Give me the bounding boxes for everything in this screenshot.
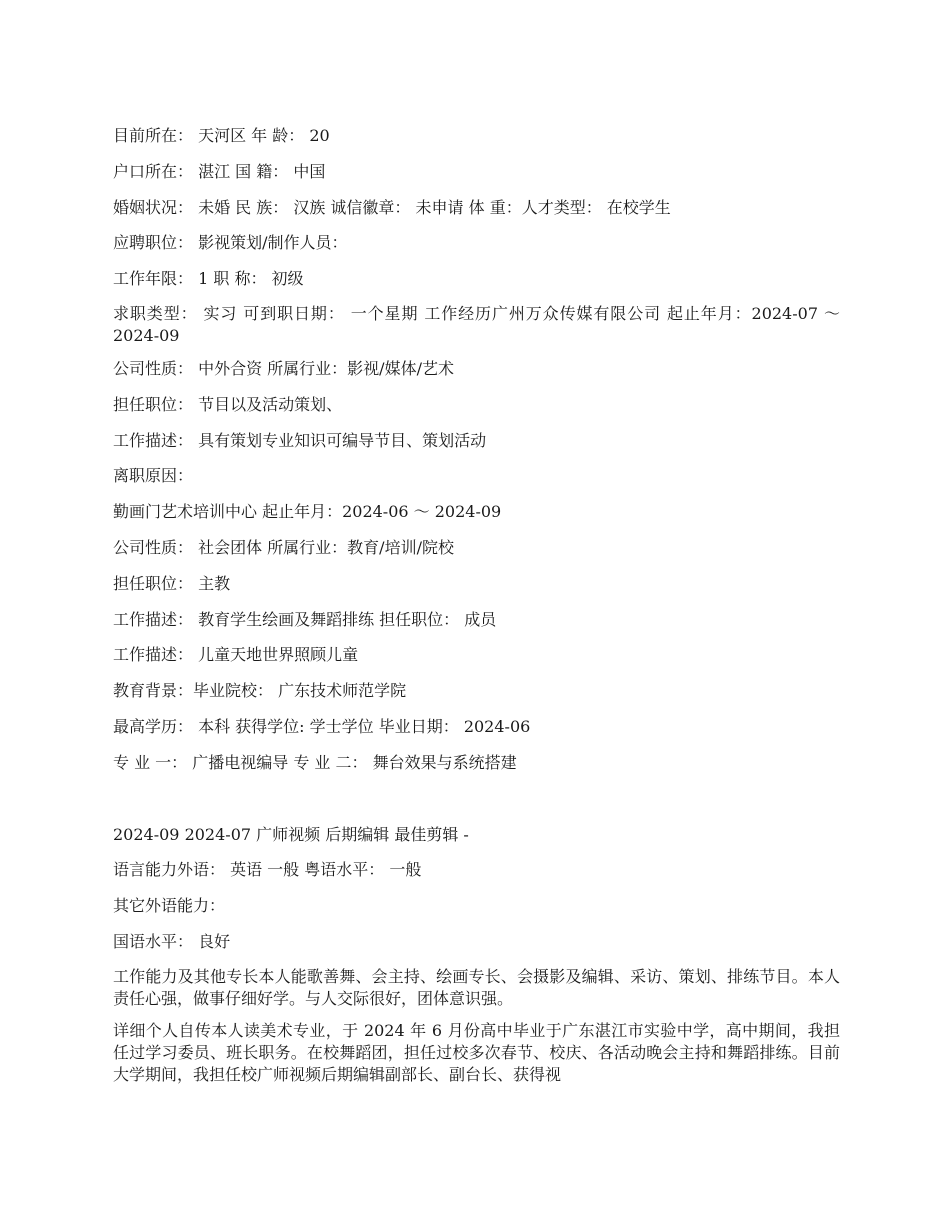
skills-paragraph: 工作能力及其他专长本人能歌善舞、会主持、绘画专长、会摄影及编辑、采访、策划、排练节目。本人责任心强，做事仔细好学。与人交际很好，团体意识强。 <box>113 966 840 1008</box>
highest-degree-line: 最高学历： 本科 获得学位: 学士学位 毕业日期： 2024-06 <box>113 716 531 736</box>
applied-position-line: 应聘职位： 影视策划/制作人员： <box>113 233 348 253</box>
company-nature-line-1: 公司性质： 中外合资 所属行业：影视/媒体/艺术 <box>113 358 454 378</box>
leave-reason-line: 离职原因： <box>113 466 194 486</box>
section-gap <box>113 787 840 823</box>
household-registration-line: 户口所在： 湛江 国 籍： 中国 <box>113 161 326 181</box>
other-language-line: 其它外语能力： <box>113 896 226 916</box>
work-years-line: 工作年限： 1 职 称： 初级 <box>113 269 304 289</box>
major-line: 专 业 一： 广播电视编导 专 业 二： 舞台效果与系统搭建 <box>113 752 517 772</box>
job-description-line-2: 工作描述： 教育学生绘画及舞蹈排练 担任职位： 成员 <box>113 609 497 629</box>
resume-document <box>113 124 840 1098</box>
mandarin-level-line: 国语水平： 良好 <box>113 931 231 951</box>
language-ability-line: 语言能力外语： 英语 一般 粤语水平： 一般 <box>113 860 422 880</box>
position-line-1: 担任职位： 节目以及活动策划、 <box>113 394 343 414</box>
company-nature-line-2: 公司性质： 社会团体 所属行业：教育/培训/院校 <box>113 537 454 557</box>
education-school-line: 教育背景：毕业院校： 广东技术师范学院 <box>113 681 407 701</box>
autobiography-paragraph: 详细个人自传本人读美术专业，于 2024 年 6 月份高中毕业于广东湛江市实验中学，高中期间，我担任过学习委员、班长职务。在校舞蹈团，担任过校多次春节、校庆、各活动晚会主持和舞蹈排练。目前大学期间，我担任校广师视频后期编辑副部长、副台长、获得视 <box>113 1020 840 1084</box>
job-description-line-3: 工作描述： 儿童天地世界照顾儿童 <box>113 645 359 665</box>
job-description-line-1: 工作描述： 具有策划专业知识可编导节目、策划活动 <box>113 430 487 450</box>
awards-line: 2024-09 2024-07 广师视频 后期编辑 最佳剪辑 - <box>113 824 469 844</box>
employer-2-line: 勤画门艺术培训中心 起止年月：2024-06 ～ 2024-09 <box>113 502 502 522</box>
job-type-line: 求职类型： 实习 可到职日期： 一个星期 工作经历广州万众传媒有限公司 起止年月：2024-07 ～ 2024-09 <box>113 303 840 345</box>
marital-status-line: 婚姻状况： 未婚 民 族： 汉族 诚信徽章： 未申请 体 重：人才类型： 在校学生 <box>113 197 671 217</box>
current-location-line: 目前所在： 天河区 年 龄： 20 <box>113 126 330 145</box>
position-line-2: 担任职位： 主教 <box>113 573 231 593</box>
